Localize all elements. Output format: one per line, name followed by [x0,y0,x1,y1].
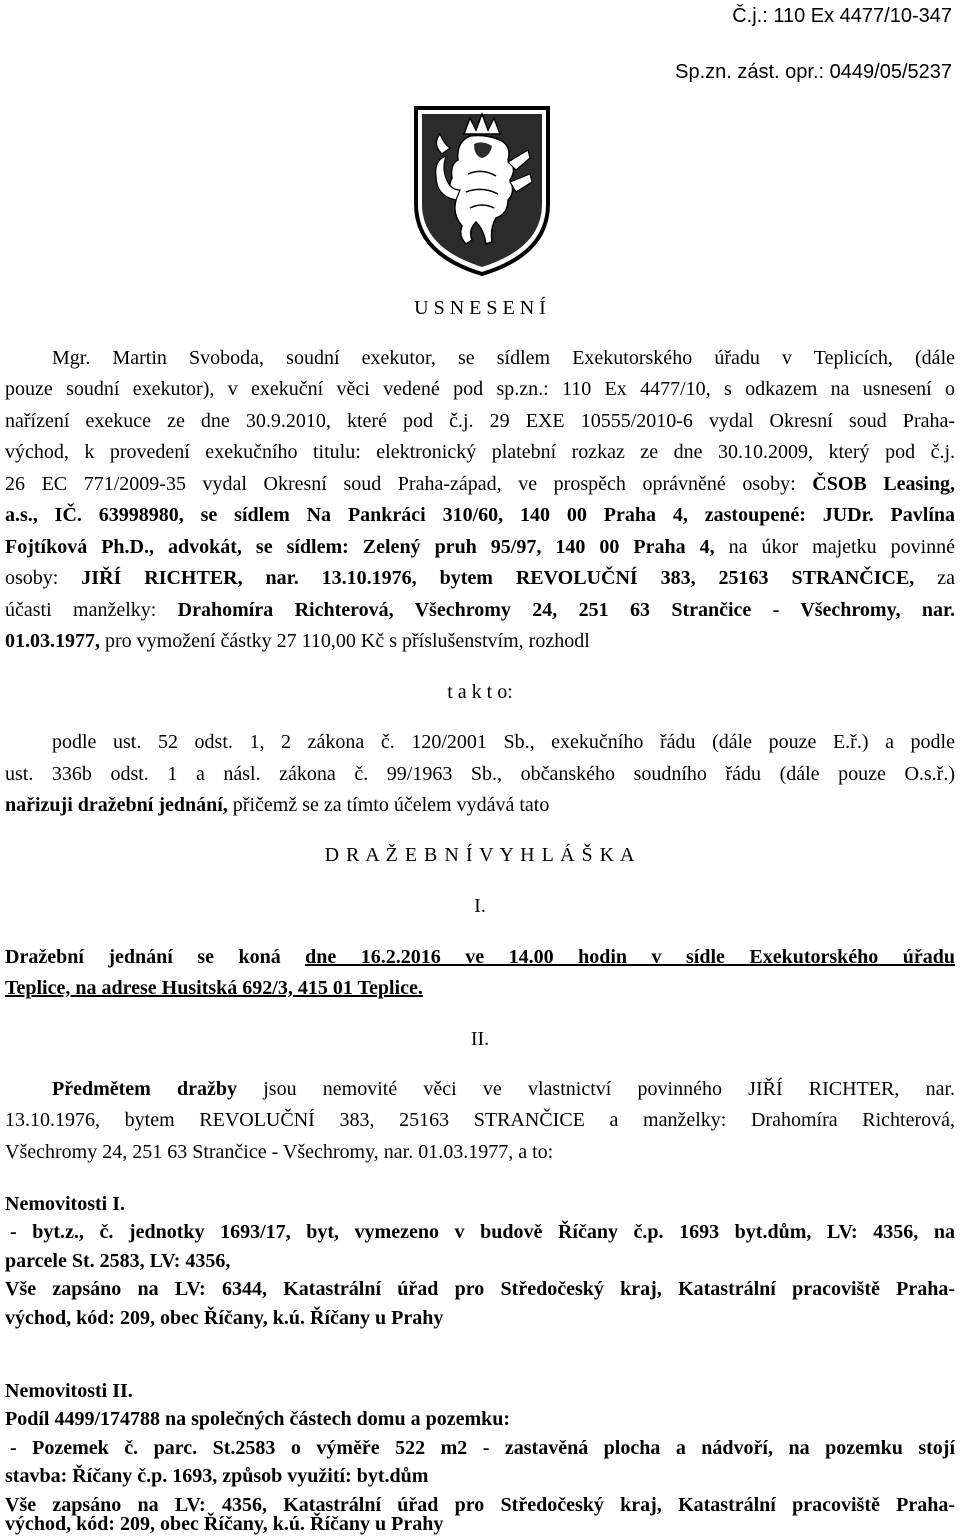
property-1-heading: Nemovitosti I. [5,1193,125,1215]
property-2-line-1: Podíl 4499/174788 na společných částech domu a pozemku: [5,1408,511,1430]
document-title: U S N E S E N Í [414,297,546,319]
spouse-name: Drahomíra Richterová, Všechromy 24, 251 63 Strančice - Všechromy, nar. [177,599,955,621]
legal-line-2: ust. 336b odst. 1 a násl. zákona č. 99/1963 Sb., občanského soudního řádu (dále pouze O.s.ř.) [5,763,955,785]
section-2-line-2: 13.10.1976, bytem REVOLUČNÍ 383, 25163 STRANČICE a manželky: Drahomíra Richterová, [5,1109,955,1131]
intro-line-9 [5,598,955,622]
intro-line-5 [5,472,955,496]
property-2-line-3: stavba: Říčany č.p. 1693, způsob využití: byt.dům [5,1465,429,1487]
property-2-line-4: Vše zapsáno na LV: 4356, Katastrální úřad pro Středočeský kraj, Katastrální pracoviště Praha- [5,1494,955,1516]
debtor-za: za [937,567,956,589]
amount-text: pro vymožení částky 27 110,00 Kč s příslušenstvím, rozhodl [105,630,590,652]
intro-line-6: a.s., IČ. 63998980, se sídlem Na Pankráci 310/60, 140 00 Praha 4, zastoupené: JUDr. Pavlína [5,504,955,526]
property-1-line-1: - byt.z., č. jednotky 1693/17, byt, vymezeno v budově Říčany č.p. 1693 byt.dům, LV: 4356, na [10,1221,955,1243]
property-2-line-2: - Pozemek č. parc. St.2583 o výměře 522 m2 - zastavěná plocha a nádvoří, na pozemku stojí [10,1437,955,1459]
file-reference: Sp.zn. zást. opr.: 0449/05/5237 [675,61,952,83]
case-number: Č.j.: 110 Ex 4477/10-347 [732,5,952,27]
auction-address: Teplice, na adrese Husitská 692/3, 415 01 Teplice. [5,977,423,999]
intro-line-2: pouze soudní exekutor), v exekuční věci vedené pod sp.zn.: 110 Ex 4477/10, s odkazem na usnesení o [5,378,955,400]
property-2-heading: Nemovitosti II. [5,1380,133,1402]
debtor-name: JIŘÍ RICHTER, nar. 13.10.1976, bytem REVOLUČNÍ 383, 25163 STRANČICE, [81,567,915,589]
subject-label: Předmětem dražby [52,1078,238,1100]
intro-line-7 [5,535,955,559]
debtor-osoby-label: osoby: [5,567,59,589]
intro-line-3: nařízení exekuce ze dne 30.9.2010, které pod č.j. 29 EXE 10555/2010-6 vydal Okresní soud Praha- [5,410,955,432]
intro-line-10 [5,629,590,653]
spouse-label: účasti manželky: [5,599,157,621]
legal-line-3 [5,793,549,817]
property-2-line-5: východ, kód: 209, obec Říčany, k.ú. Říčany u Prahy [5,1513,444,1535]
auction-notice-title: D R A Ž E B N Í V Y H L Á Š K A [324,844,636,866]
section-2-line-3: Všechromy 24, 251 63 Strančice - Všechromy, nar. 01.03.1977, a to: [5,1141,554,1163]
intro-line-5-text: 26 EC 771/2009-35 vydal Okresní soud Praha-západ, ve prospěch oprávněné osoby: [5,473,796,495]
auction-held-label: Dražební jednání se koná [5,946,281,968]
debtor-label: na úkor majetku povinné [728,536,956,558]
czech-lion-coat-of-arms-icon [412,104,552,276]
intro-line-1: Mgr. Martin Svoboda, soudní exekutor, se sídlem Exekutorského úřadu v Teplicích, (dále [52,347,955,369]
auction-date-place: dne 16.2.2016 ve 14.00 hodin v sídle Exekutorského úřadu [305,946,955,968]
creditor-name: ČSOB Leasing, [812,473,956,495]
intro-line-4: východ, k provedení exekučního titulu: elektronický platební rozkaz ze dne 30.10.2009, který pod č.j. [5,441,955,463]
property-1-line-4: východ, kód: 209, obec Říčany, k.ú. Říčany u Prahy [5,1307,444,1329]
subject-text: jsou nemovité věci ve vlastnictví povinného JIŘÍ RICHTER, nar. [263,1078,955,1100]
section-1-line-1 [5,945,955,969]
order-continuation: přičemž se za tímto účelem vydává tato [232,794,550,816]
attorney-text: Fojtíková Ph.D., advokát, se sídlem: Zelený pruh 95/97, 140 00 Praha 4, [5,536,715,558]
takto-heading: t a k t o: [447,681,513,703]
spouse-birth: 01.03.1977, [5,630,100,652]
section-2-line-1 [52,1077,955,1101]
legal-line-1: podle ust. 52 odst. 1, 2 zákona č. 120/2001 Sb., exekučního řádu (dále pouze E.ř.) a podle [52,731,955,753]
order-text: nařizuji dražební jednání, [5,794,228,816]
section-2-number: II. [470,1028,490,1050]
property-1-line-3: Vše zapsáno na LV: 6344, Katastrální úřad pro Středočeský kraj, Katastrální pracoviště Praha- [5,1278,955,1300]
property-1-line-2: parcele St. 2583, LV: 4356, [5,1250,231,1272]
intro-line-8 [5,566,955,590]
section-1-number: I. [474,895,486,917]
